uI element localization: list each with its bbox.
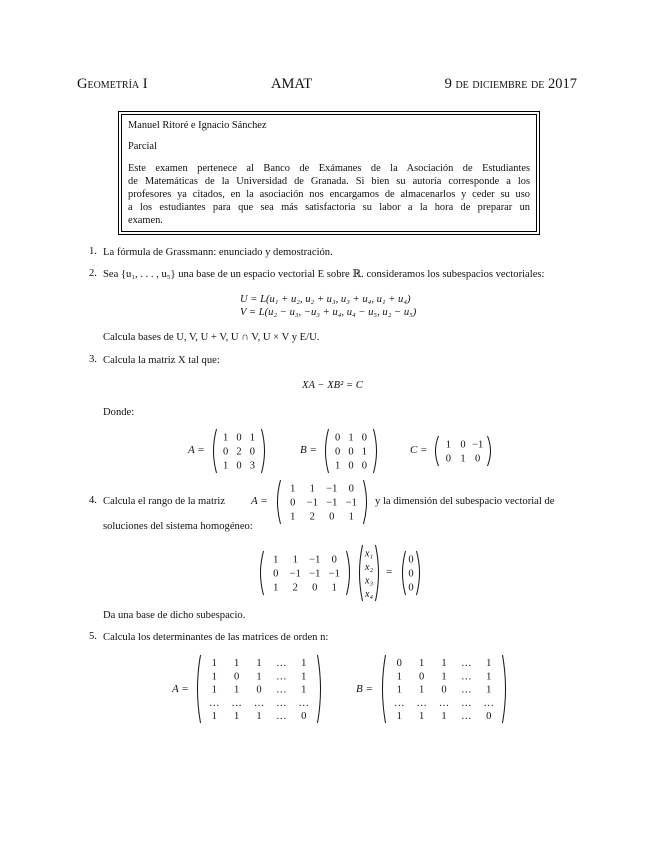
matrix-cell: … bbox=[461, 711, 472, 722]
vector-entry: 0 bbox=[408, 554, 414, 566]
matrix-cell: 1 bbox=[441, 711, 447, 722]
vector-entry: x₄ bbox=[364, 588, 374, 600]
matrix-cell: 0 bbox=[348, 460, 354, 472]
right-paren bbox=[347, 551, 350, 595]
matrix-cell: 0 bbox=[301, 711, 307, 722]
matrix-cell: 1 bbox=[233, 684, 240, 696]
q5-number: 5. bbox=[89, 631, 97, 642]
q3-text: Calcula la matriz X tal que: bbox=[103, 355, 220, 366]
q4-text-start: Calcula el rango de la matriz bbox=[103, 496, 226, 507]
matrix-cell: 1 bbox=[211, 658, 217, 670]
matrix-cell: 0 bbox=[290, 497, 296, 509]
q4-matrix-a bbox=[257, 550, 353, 596]
vector-entry: 0 bbox=[408, 568, 414, 580]
matrix-cell: … bbox=[483, 697, 495, 709]
q1-number: 1. bbox=[89, 246, 97, 257]
matrix-cell: 0 bbox=[486, 711, 492, 722]
q3-matrix-b bbox=[322, 428, 380, 474]
matrix-cell: 2 bbox=[236, 446, 242, 458]
vector-entry: x₂ bbox=[364, 561, 374, 573]
matrix-cell: … bbox=[461, 684, 472, 696]
matrix-cell: 1 bbox=[292, 554, 298, 566]
vector-entry: x₁ bbox=[364, 548, 374, 560]
right-paren bbox=[376, 545, 379, 601]
matrix-cell: −1 bbox=[309, 554, 321, 566]
q3-label-c: C = bbox=[410, 444, 428, 456]
matrix-cell: 0 bbox=[418, 671, 425, 683]
matrix-cell: 1 bbox=[211, 684, 217, 696]
matrix-cell: 1 bbox=[486, 658, 492, 670]
matrix-cell: 0 bbox=[236, 432, 242, 444]
matrix-cell: 0 bbox=[312, 582, 318, 594]
matrix-cell: 0 bbox=[233, 671, 240, 683]
matrix-cell: 1 bbox=[348, 511, 354, 523]
q2-equation-u: U = L(u₁ + u₂, u₂ + u₃, u₃ + u₄, u₁ + u₄) bbox=[240, 294, 411, 305]
matrix-cell: 0 bbox=[361, 460, 367, 472]
vector-entry: 0 bbox=[408, 582, 414, 594]
matrix-cell: 0 bbox=[361, 432, 367, 444]
q3-number: 3. bbox=[89, 354, 97, 365]
q2-task: Calcula bases de U, V, U + V, U ∩ V, U × V y E/U. bbox=[103, 332, 320, 343]
matrix-cell: 1 bbox=[441, 671, 447, 683]
right-paren bbox=[417, 551, 420, 595]
matrix-cell: 1 bbox=[460, 453, 466, 465]
right-paren bbox=[503, 655, 506, 723]
q4-number: 4. bbox=[89, 495, 97, 506]
left-paren bbox=[436, 436, 439, 466]
exam-date: 9 de diciembre de 2017 bbox=[444, 76, 577, 92]
q4-matrix-a-inline bbox=[274, 479, 370, 525]
authors: Manuel Ritoré e Ignacio Sánchez bbox=[128, 120, 267, 131]
matrix-cell: … bbox=[276, 711, 287, 722]
left-paren bbox=[278, 480, 281, 524]
q5-text: Calcula los determinantes de las matrices de orden n: bbox=[103, 632, 329, 643]
q4-text-line2: soluciones del sistema homogéneo: bbox=[103, 521, 253, 532]
matrix-cell: … bbox=[461, 671, 472, 683]
left-paren bbox=[360, 545, 363, 601]
matrix-cell: … bbox=[276, 697, 287, 709]
left-paren bbox=[403, 551, 406, 595]
q4-text-end: y la dimensión del subespacio vectorial de bbox=[375, 496, 555, 507]
matrix-cell: 0 bbox=[223, 446, 229, 458]
vector-entry: x₃ bbox=[364, 575, 374, 587]
matrix-cell: 0 bbox=[249, 446, 255, 458]
matrix-cell: −1 bbox=[328, 568, 340, 580]
matrix-cell: −1 bbox=[326, 497, 338, 509]
matrix-cell: 1 bbox=[211, 671, 217, 683]
note-line: profesores ya citados, en la asociación nos encargamos de almacenarlos y ceder su uso bbox=[128, 189, 530, 200]
matrix-cell: 1 bbox=[256, 711, 262, 722]
matrix-cell: 0 bbox=[475, 453, 481, 465]
matrix-cell: 1 bbox=[233, 658, 240, 670]
left-paren bbox=[383, 655, 386, 723]
matrix-cell: … bbox=[438, 697, 450, 709]
matrix-cell: … bbox=[253, 697, 265, 709]
matrix-cell: 0 bbox=[445, 453, 451, 465]
note-line: examen. bbox=[128, 215, 163, 226]
header-center: AMAT bbox=[271, 76, 313, 92]
q2-text: Sea {u₁, . . . , u₅} una base de un espacio vectorial E sobre ℝ. consideramos los subespacios vectoriales: bbox=[103, 269, 545, 280]
matrix-cell: … bbox=[276, 658, 287, 670]
matrix-cell: 1 bbox=[348, 432, 354, 444]
course-title: Geometría I bbox=[77, 76, 148, 92]
matrix-cell: 1 bbox=[223, 460, 229, 472]
right-paren bbox=[318, 655, 321, 723]
q5-matrix-b bbox=[379, 654, 509, 724]
matrix-cell: 0 bbox=[329, 511, 335, 523]
matrix-cell: 1 bbox=[486, 671, 492, 683]
q1-text: La fórmula de Grassmann: enunciado y demostración. bbox=[103, 247, 333, 258]
matrix-cell: −1 bbox=[472, 439, 484, 451]
right-paren bbox=[374, 429, 377, 473]
matrix-cell: 0 bbox=[460, 439, 466, 451]
q3-where: Donde: bbox=[103, 407, 135, 418]
matrix-cell: 1 bbox=[309, 483, 315, 495]
matrix-cell: 0 bbox=[256, 684, 262, 696]
q3-label-b: B = bbox=[300, 444, 317, 456]
matrix-cell: 1 bbox=[335, 460, 341, 472]
q2-equation-v: V = L(u₂ − u₃, −u₃ + u₄, u₄ − u₅, u₂ − u₅) bbox=[240, 307, 417, 318]
matrix-cell: 1 bbox=[301, 658, 307, 670]
matrix-cell: 0 bbox=[348, 446, 354, 458]
matrix-cell: 1 bbox=[396, 684, 402, 696]
q2-number: 2. bbox=[89, 268, 97, 279]
note-line: de Matemáticas de la Universidad de Granada. Si bien su autoría corresponde a los bbox=[128, 176, 530, 187]
matrix-cell: … bbox=[298, 697, 310, 709]
left-paren bbox=[326, 429, 329, 473]
matrix-cell: … bbox=[461, 658, 472, 670]
matrix-cell: 1 bbox=[301, 684, 307, 696]
matrix-cell: … bbox=[231, 697, 242, 709]
q3-matrix-c bbox=[432, 435, 494, 467]
q4-label-a: A = bbox=[251, 495, 268, 507]
q5-label-b: B = bbox=[356, 683, 373, 695]
matrix-cell: 0 bbox=[273, 568, 279, 580]
matrix-cell: 1 bbox=[249, 432, 255, 444]
matrix-cell: 2 bbox=[292, 582, 298, 594]
exam-type: Parcial bbox=[128, 141, 157, 152]
matrix-cell: … bbox=[276, 671, 287, 683]
matrix-cell: … bbox=[461, 697, 472, 709]
matrix-cell: 1 bbox=[273, 582, 279, 594]
q3-label-a: A = bbox=[188, 444, 205, 456]
q4-equals: = bbox=[386, 566, 393, 578]
matrix-cell: 1 bbox=[256, 658, 262, 670]
note-line: a los estudiantes para que sea más satisfactoria su labor a la hora de preparar un bbox=[128, 202, 530, 213]
matrix-cell: 0 bbox=[335, 446, 341, 458]
matrix-cell: 1 bbox=[233, 711, 240, 722]
right-paren bbox=[262, 429, 265, 473]
matrix-cell: 1 bbox=[273, 554, 279, 566]
matrix-cell: … bbox=[416, 697, 427, 709]
matrix-cell: −1 bbox=[306, 497, 318, 509]
q3-matrix-a bbox=[210, 428, 268, 474]
right-paren bbox=[488, 436, 491, 466]
matrix-cell: 1 bbox=[418, 711, 425, 722]
matrix-cell: −1 bbox=[345, 497, 357, 509]
q4-vector-zero bbox=[399, 550, 423, 596]
note-line: Este examen pertenece al Banco de Exámanes de la Asociación de Estudiantes bbox=[128, 163, 530, 174]
right-paren bbox=[364, 480, 367, 524]
matrix-cell: 0 bbox=[331, 554, 337, 566]
matrix-cell: 1 bbox=[441, 658, 447, 670]
matrix-cell: 1 bbox=[445, 439, 451, 451]
matrix-cell: 1 bbox=[331, 582, 337, 594]
matrix-cell: 1 bbox=[290, 483, 296, 495]
matrix-cell: 1 bbox=[486, 684, 492, 696]
left-paren bbox=[261, 551, 264, 595]
matrix-cell: … bbox=[208, 697, 220, 709]
info-box bbox=[118, 111, 540, 235]
matrix-cell: 3 bbox=[249, 460, 255, 472]
matrix-cell: −1 bbox=[309, 568, 321, 580]
matrix-cell: 1 bbox=[256, 671, 262, 683]
q5-matrix-a bbox=[194, 654, 324, 724]
matrix-cell: 1 bbox=[290, 511, 296, 523]
matrix-cell: 1 bbox=[396, 671, 402, 683]
matrix-cell: 1 bbox=[361, 446, 367, 458]
matrix-cell: 2 bbox=[309, 511, 315, 523]
matrix-cell: 0 bbox=[348, 483, 354, 495]
q3-equation: XA − XB² = C bbox=[302, 380, 363, 391]
matrix-cell: 1 bbox=[418, 658, 425, 670]
matrix-cell: −1 bbox=[289, 568, 301, 580]
matrix-cell: 0 bbox=[236, 460, 242, 472]
note bbox=[128, 162, 530, 227]
matrix-cell: 1 bbox=[211, 711, 217, 722]
matrix-cell: 1 bbox=[418, 684, 425, 696]
matrix-cell: 1 bbox=[396, 711, 402, 722]
matrix-cell: 0 bbox=[335, 432, 341, 444]
matrix-cell: 0 bbox=[396, 658, 402, 670]
matrix-cell: … bbox=[393, 697, 405, 709]
info-box-inner bbox=[121, 114, 537, 232]
matrix-cell: 0 bbox=[441, 684, 447, 696]
q4-task: Da una base de dicho subespacio. bbox=[103, 610, 246, 621]
matrix-cell: 1 bbox=[223, 432, 229, 444]
left-paren bbox=[198, 655, 201, 723]
matrix-cell: 1 bbox=[301, 671, 307, 683]
q4-vector-x bbox=[356, 544, 382, 602]
matrix-cell: −1 bbox=[326, 483, 338, 495]
matrix-cell: … bbox=[276, 684, 287, 696]
left-paren bbox=[214, 429, 217, 473]
q5-label-a: A = bbox=[172, 683, 189, 695]
